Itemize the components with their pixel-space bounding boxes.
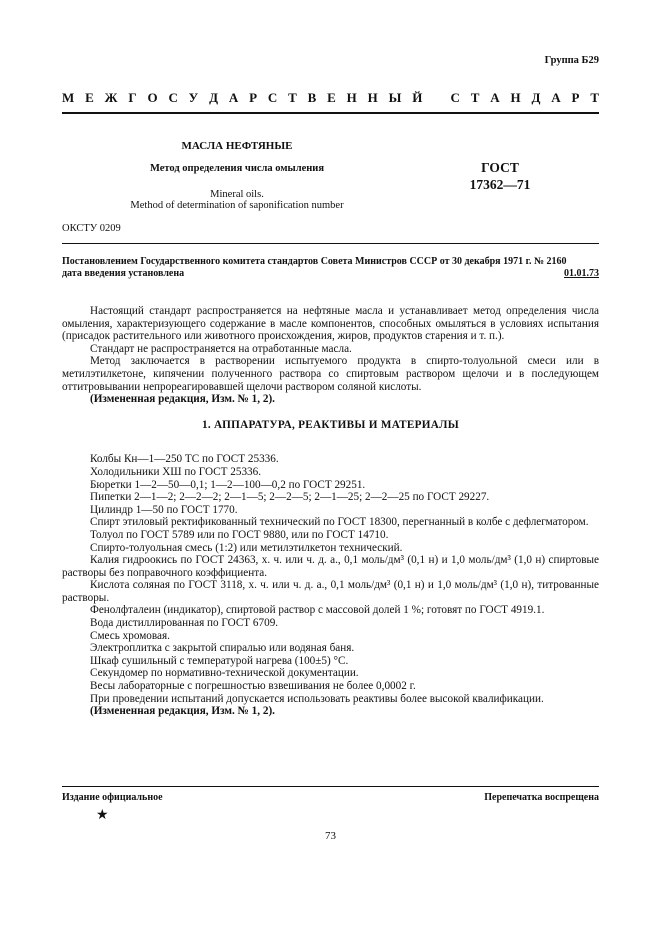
header-letter: А bbox=[228, 90, 239, 105]
paragraph: Стандарт не распространяется на отработанные масла. bbox=[90, 342, 352, 355]
header-letter: Г bbox=[128, 90, 137, 105]
list-item: Цилиндр 1—50 по ГОСТ 1770. bbox=[90, 503, 238, 516]
footer-reprint: Перепечатка воспрещена bbox=[484, 792, 599, 803]
decree-text: Постановлением Государственного комитета стандартов Совета Министров СССР от 30 декабря 1971 г. № 2160 bbox=[62, 256, 567, 267]
footer-rule bbox=[62, 786, 599, 787]
header-letter: Д bbox=[531, 90, 541, 105]
header-letter: Т bbox=[470, 90, 480, 105]
header-letter: Р bbox=[571, 90, 580, 105]
header-letter: М bbox=[62, 90, 75, 105]
list-item: Бюретки 1—2—50—0,1; 1—2—100—0,2 по ГОСТ 29251. bbox=[90, 478, 366, 491]
list-item: Электроплитка с закрытой спиралью или водяная баня. bbox=[90, 642, 355, 655]
list-item: При проведении испытаний допускается использовать реактивы более высокой квалификации. bbox=[90, 692, 544, 705]
header-letter: Ж bbox=[104, 90, 118, 105]
header-letter: Е bbox=[327, 90, 336, 105]
section-heading: 1. АППАРАТУРА, РЕАКТИВЫ И МАТЕРИАЛЫ bbox=[201, 418, 460, 431]
header-letter: С bbox=[450, 90, 460, 105]
list-item: Калия гидроокись по ГОСТ 24363, х. ч. или ч. д. а., 0,1 моль/дм³ (0,1 н) и 1,0 моль/дм³ (1,0 н) спиртовые растворы без поправочного коэффициента. bbox=[62, 554, 599, 579]
header-letter: Н bbox=[510, 90, 521, 105]
list-item: Смесь хромовая. bbox=[90, 629, 170, 642]
list-item: Кислота соляная по ГОСТ 3118, х. ч. или ч. д. а., 0,1 моль/дм³ (0,1 н) и 1,0 моль/дм³ (1,0 н), титрованные растворы. bbox=[62, 579, 599, 604]
header-letter: С bbox=[168, 90, 178, 105]
title-main: МАСЛА НЕФТЯНЫЕ bbox=[181, 140, 293, 152]
group-code: Группа Б29 bbox=[544, 55, 599, 66]
title-english-1: Mineral oils. bbox=[210, 189, 264, 200]
list-item: Спирт этиловый ректификованный технический по ГОСТ 18300, перегнанный в колбе с дефлегматором. bbox=[90, 516, 589, 529]
list-item: Вода дистиллированная по ГОСТ 6709. bbox=[90, 617, 279, 630]
header-letter: У bbox=[188, 90, 199, 105]
list-item: Фенолфталеин (индикатор), спиртовой раствор с массовой долей 1 %; готовят по ГОСТ 4919.1. bbox=[90, 604, 545, 617]
header-letter: Ы bbox=[388, 90, 402, 105]
header-letter: Й bbox=[412, 90, 423, 105]
gost-number: 17362—71 bbox=[469, 177, 531, 192]
title-method: Метод определения числа омыления bbox=[149, 163, 325, 174]
intro-date-value: 01.01.73 bbox=[564, 268, 599, 279]
header-letter: С bbox=[267, 90, 278, 105]
list-item: Пипетки 2—1—2; 2—2—2; 2—1—5; 2—2—5; 2—1—25; 2—2—25 по ГОСТ 29227. bbox=[90, 491, 490, 504]
list-item: Спирто-толуольная смесь (1:2) или метилэтилкетон технический. bbox=[90, 541, 403, 554]
header-letter: А bbox=[551, 90, 561, 105]
footer-edition: Издание официальное bbox=[62, 792, 163, 803]
intro-date-label: дата введения установлена bbox=[62, 268, 185, 279]
paragraph: Настоящий стандарт распространяется на нефтяные масла и устанавливает метод определения числа омыления, характеризующего содержание в масле компонентов, способных омыляться в условиях испытания (присадок растительного или животного происхождения, жиров, продуктов старения и т. п.). bbox=[62, 305, 599, 343]
standard-header bbox=[62, 92, 599, 105]
star-icon: ★ bbox=[96, 808, 109, 823]
list-item: Весы лабораторные с погрешностью взвешивания не более 0,0002 г. bbox=[90, 680, 416, 693]
page-number: 73 bbox=[325, 830, 336, 842]
gost-label: ГОСТ bbox=[481, 160, 519, 175]
header-letter: Н bbox=[346, 90, 357, 105]
intro-date-row bbox=[62, 268, 599, 281]
list-item: Холодильники ХШ по ГОСТ 25336. bbox=[90, 465, 262, 478]
header-letter: В bbox=[307, 90, 317, 105]
header-letter: О bbox=[147, 90, 158, 105]
list-item: Колбы Кн—1—250 ТС по ГОСТ 25336. bbox=[90, 453, 279, 466]
header-letter: Р bbox=[249, 90, 258, 105]
amendment-note: (Измененная редакция, Изм. № 1, 2). bbox=[90, 705, 275, 718]
list-item: Секундомер по нормативно-технической документации. bbox=[90, 667, 359, 680]
document-body bbox=[62, 305, 599, 718]
header-letter: Д bbox=[209, 90, 219, 105]
paragraph: Метод заключается в растворении испытуемого продукта в спирто-толуольной смеси или в метилэтилкетоне, кипячении полученного раствора со спиртовым раствором щелочи и в последующем оттитровывании непрореагировавшей щелочи раствором соляной кислоты. bbox=[62, 355, 599, 393]
header-rule bbox=[62, 112, 599, 114]
header-letter: Т bbox=[288, 90, 297, 105]
title-english-2: Method of determination of saponification number bbox=[130, 200, 344, 211]
header-letter: Т bbox=[590, 90, 599, 105]
okstu-code: ОКСТУ 0209 bbox=[62, 223, 121, 234]
header-letter: Е bbox=[85, 90, 94, 105]
header-gap bbox=[433, 92, 440, 105]
header-letter: Н bbox=[367, 90, 378, 105]
header-letter: А bbox=[490, 90, 500, 105]
list-item: Шкаф сушильный с температурой нагрева (100±5) °С. bbox=[90, 654, 349, 667]
amendment-note: (Измененная редакция, Изм. № 1, 2). bbox=[90, 393, 275, 406]
list-item: Толуол по ГОСТ 5789 или по ГОСТ 9880, или по ГОСТ 14710. bbox=[90, 528, 389, 541]
okstu-rule bbox=[62, 243, 599, 244]
